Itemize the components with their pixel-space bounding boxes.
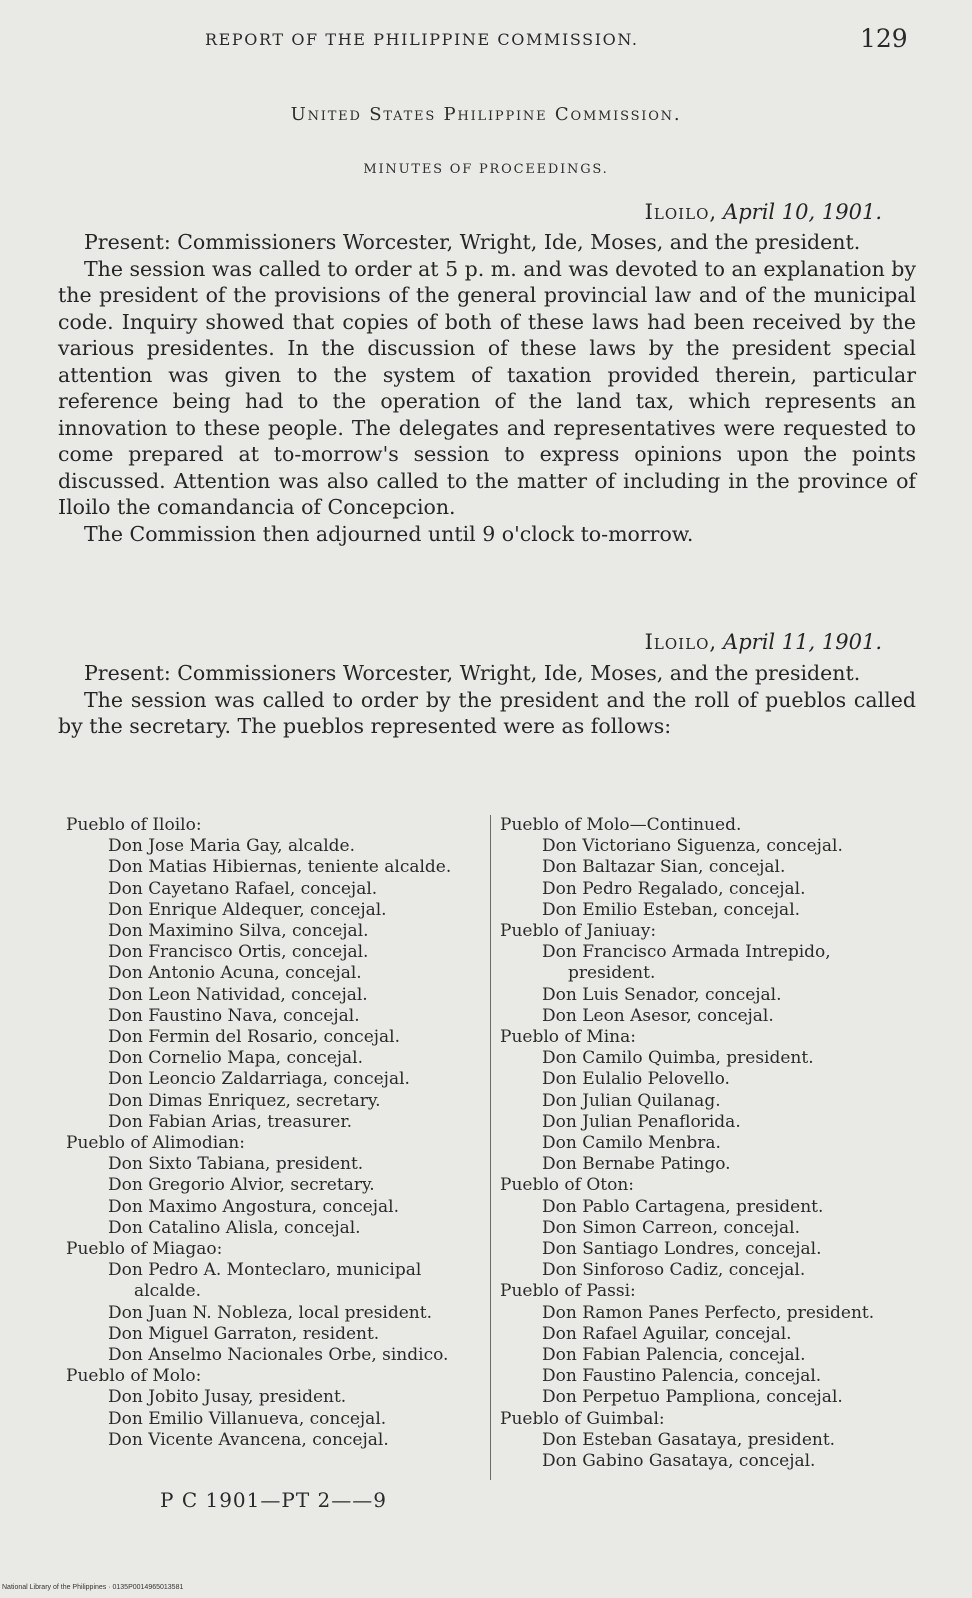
delegate-entry: Don Simon Carreon, concejal. <box>542 1217 800 1238</box>
delegate-entry: Don Sinforoso Cadiz, concejal. <box>542 1260 806 1281</box>
pueblo-heading: Pueblo of Mina: <box>500 1027 636 1048</box>
present-paragraph: Present: Commissioners Worcester, Wright, Ide, Moses, and the president. <box>84 230 861 254</box>
delegate-entry: Don Anselmo Nacionales Orbe, sindico. <box>108 1345 449 1366</box>
delegate-entry: Don Faustino Palencia, concejal. <box>542 1366 822 1387</box>
dateline-place: Iloilo, <box>644 630 718 654</box>
doc-title: MINUTES OF PROCEEDINGS. <box>363 162 609 177</box>
pueblo-list-left-column <box>66 815 486 1451</box>
delegate-entry: Don Dimas Enriquez, secretary. <box>108 1090 381 1111</box>
delegate-entry: Don Baltazar Sian, concejal. <box>542 857 786 878</box>
delegate-entry: Don Emilio Villanueva, concejal. <box>108 1408 387 1429</box>
delegate-entry: Don Faustino Nava, concejal. <box>108 1005 360 1026</box>
delegate-entry: Don Fermin del Rosario, concejal. <box>108 1027 400 1048</box>
delegate-entry: Don Camilo Quimba, president. <box>542 1048 814 1069</box>
scan-credit: National Library of the Philippines · 0135P0014965013581 <box>2 1584 184 1591</box>
delegate-entry: Don Enrique Aldequer, concejal. <box>108 899 387 920</box>
delegate-entry: Don Juan N. Nobleza, local president. <box>108 1302 432 1323</box>
pueblo-heading: Pueblo of Molo—Continued. <box>500 815 742 835</box>
delegate-entry: Don Maximino Silva, concejal. <box>108 921 369 942</box>
pueblo-heading: Pueblo of Oton: <box>500 1175 635 1196</box>
adjourn-paragraph: The Commission then adjourned until 9 o'clock to-morrow. <box>84 521 694 546</box>
page-number: 129 <box>860 24 908 53</box>
delegate-entry: Don Eulalio Pelovello. <box>542 1069 730 1090</box>
delegate-entry: Don Emilio Esteban, concejal. <box>542 899 801 920</box>
pueblo-heading: Pueblo of Alimodian: <box>66 1133 245 1154</box>
delegate-entry: Don Pablo Cartagena, president. <box>542 1196 824 1217</box>
delegate-entry: Don Santiago Londres, concejal. <box>542 1239 822 1260</box>
delegate-entry: Don Maximo Angostura, concejal. <box>108 1196 399 1217</box>
delegate-entry: Don Esteban Gasataya, president. <box>542 1429 836 1450</box>
delegate-entry: Don Bernabe Patingo. <box>542 1154 731 1175</box>
body-paragraph: The session was called to order at 5 p. m. and was devoted to an explanation by the president of the provisions of the general provincial law and of the municipal code. Inquiry showed that copies of both of these laws had been received by the various presidentes. In the discussion of these laws by the president special attention was given to the system of taxation provided therein, particular reference being had to the operation of the land tax, which represents an innovation to these people. The delegates and representatives were requested to come prepared at to-morrow's session to express opinions upon the points discussed. Attention was also called to the matter of including in the province of Iloilo the comandancia of Concepcion. <box>58 256 916 519</box>
delegate-entry: Don Cornelio Mapa, concejal. <box>108 1048 364 1069</box>
delegate-entry: Don Catalino Alisla, concejal. <box>108 1217 361 1238</box>
delegate-entry: Don Miguel Garraton, resident. <box>108 1323 380 1344</box>
delegate-entry: Don Gabino Gasataya, concejal. <box>542 1451 816 1472</box>
delegate-entry: Don Francisco Ortis, concejal. <box>108 942 369 963</box>
pueblo-list-right-column <box>500 815 920 1472</box>
dateline-place: Iloilo, <box>644 200 718 224</box>
dateline-april-11 <box>645 630 882 654</box>
delegate-entry: Don Vicente Avancena, concejal. <box>108 1429 389 1450</box>
pueblo-heading: Pueblo of Guimbal: <box>500 1408 665 1429</box>
dateline-date: April 11, 1901. <box>723 630 882 654</box>
delegate-entry: Don Matias Hibiernas, teniente alcalde. <box>108 857 452 878</box>
delegate-entry: Don Leon Asesor, concejal. <box>542 1005 774 1026</box>
running-head: REPORT OF THE PHILIPPINE COMMISSION. <box>205 30 639 49</box>
session-april-11 <box>58 660 916 740</box>
delegate-entry: Don Ramon Panes Perfecto, president. <box>542 1302 875 1323</box>
dateline-april-10 <box>645 200 882 224</box>
delegate-entry: Don Julian Penaflorida. <box>542 1111 741 1132</box>
delegate-entry: Don Fabian Palencia, concejal. <box>542 1345 806 1366</box>
delegate-entry: Don Pedro Regalado, concejal. <box>542 878 806 899</box>
delegate-entry: Don Perpetuo Pampliona, concejal. <box>542 1387 843 1408</box>
delegate-entry: Don Luis Senador, concejal. <box>542 984 782 1005</box>
delegate-entry: Don Camilo Menbra. <box>542 1133 721 1154</box>
pueblo-heading: Pueblo of Passi: <box>500 1281 636 1302</box>
delegate-entry: Don Jose Maria Gay, alcalde. <box>108 836 355 857</box>
delegate-entry: Don Victoriano Siguenza, concejal. <box>542 836 843 857</box>
delegate-entry: Don Julian Quilanag. <box>542 1090 721 1111</box>
delegate-entry: Don Cayetano Rafael, concejal. <box>108 878 378 899</box>
delegate-entry: Don Sixto Tabiana, president. <box>108 1154 364 1175</box>
delegate-entry: Don Leon Natividad, concejal. <box>108 984 368 1005</box>
delegate-entry: Don Fabian Arias, treasurer. <box>108 1111 352 1132</box>
delegate-entry: Don Francisco Armada Intrepido, president. <box>542 942 831 984</box>
pueblo-heading: Pueblo of Janiuay: <box>500 921 657 942</box>
delegate-entry: Don Gregorio Alvior, secretary. <box>108 1175 375 1196</box>
dateline-date: April 10, 1901. <box>723 200 882 224</box>
delegate-entry: Don Leoncio Zaldarriaga, concejal. <box>108 1069 410 1090</box>
org-title: United States Philippine Commission. <box>290 104 682 125</box>
delegate-entry: Don Antonio Acuna, concejal. <box>108 963 362 984</box>
signature-mark: P C 1901—PT 2——9 <box>160 1488 387 1512</box>
pueblo-heading: Pueblo of Iloilo: <box>66 815 202 835</box>
column-divider <box>490 815 491 1480</box>
present-paragraph: Present: Commissioners Worcester, Wright, Ide, Moses, and the president. <box>84 661 861 685</box>
body-paragraph: The session was called to order by the president and the roll of pueblos called by the secretary. The pueblos represented were as follows: <box>58 687 916 738</box>
delegate-entry: Don Rafael Aguilar, concejal. <box>542 1323 792 1344</box>
pueblo-heading: Pueblo of Molo: <box>66 1366 202 1387</box>
delegate-entry: Don Jobito Jusay, president. <box>108 1387 347 1408</box>
pueblo-heading: Pueblo of Miagao: <box>66 1239 223 1260</box>
session-april-10 <box>58 229 916 547</box>
delegate-entry: Don Pedro A. Monteclaro, municipal alcalde. <box>108 1260 422 1302</box>
